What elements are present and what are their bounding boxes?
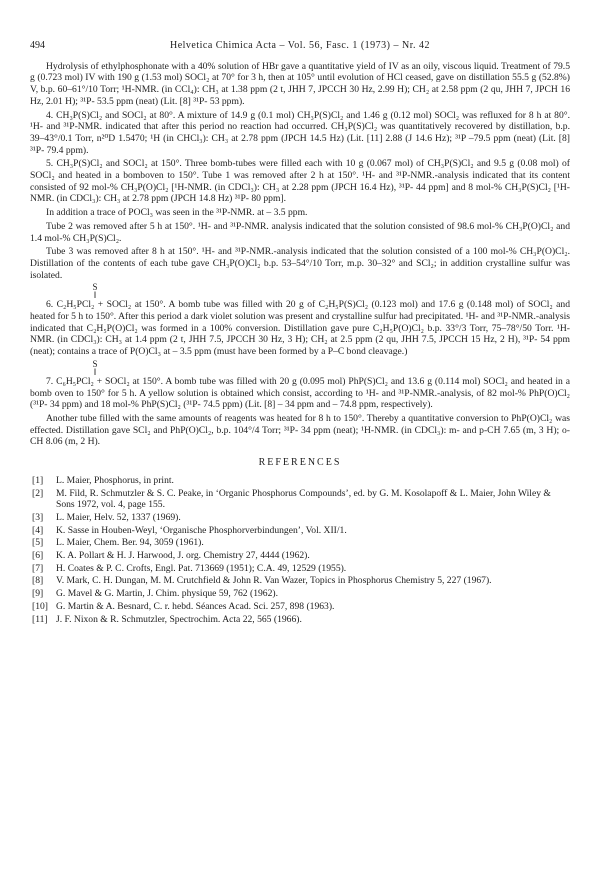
- reference-number: [3]: [32, 511, 44, 523]
- reference-text: J. F. Nixon & R. Schmutzler, Spectrochim. Acta 22, 565 (1966).: [56, 613, 302, 625]
- reference-number: [7]: [32, 562, 44, 574]
- reference-item: [32, 525, 570, 537]
- paragraph-exp7: 7. C₆H₅PCl₂ + SOCl₂ at 150°. A bomb tube was filled with 20 g (0.095 mol) PhP(S)Cl₂ and 13.6 g (0.114 mol) SOCl₂ and heated in a bomb oven to 150° for 5 h. A yellow solution is obtained which consist, according to ¹H- and ³¹P-NMR.-analysis, of 82 mol-% PhP(O)Cl₂ (³¹P- 34 ppm) and 18 mol-% PhP(S)Cl₂ (³¹P- 74.5 ppm) (Lit. [8] – 34 ppm and – 74.8 ppm, respectively).: [30, 375, 570, 411]
- page-number: 494: [30, 40, 45, 51]
- reference-item: [32, 601, 570, 613]
- paragraph-tube3: Tube 3 was removed after 8 h at 150°. ¹H- and ³¹P-NMR.-analysis indicated that the solution consisted of a 100 mol-% CH₃P(O)Cl₂. Distillation of the contents of each tube gave CH₃P(O)Cl₂ b.p. 53–54°/10 Torr, m.p. 30–32° and SCl₂; in addition crystalline sulfur was isolated.: [30, 246, 570, 281]
- paragraph-exp4: 4. CH₃P(S)Cl₂ and SOCl₂ at 80°. A mixture of 14.9 g (0.1 mol) CH₃P(S)Cl₂ and 1.46 g (0.12 mol) SOCl₂ was refluxed for 8 h at 80°. ¹H- and ³¹P-NMR. indicated that after this period no reaction had occurred. CH₃P(S)Cl₂ was quantitatively recovered by distillation, b.p. 39–43°/0.1 Torr, n²⁰D 1.5470; ¹H (in CHCl₃): CH₃ at 2.78 ppm (JPCH 14.5 Hz) (Lit. [11] 2.88 (J 14.6 Hz); ³¹P –79.5 ppm (neat) (Lit. [8] ³¹P- 79.4 ppm).: [30, 109, 570, 156]
- reference-number: [1]: [32, 474, 44, 486]
- journal-title: Helvetica Chimica Acta – Vol. 56, Fasc. 1 (1973) – Nr. 42: [169, 40, 431, 51]
- reference-text: M. Fild, R. Schmutzler & S. C. Peake, in ‘Organic Phosphorus Compounds’, ed. by G. M. Kosolapoff & L. Maier, John Wiley & Sons 1972, vol. 4, page 155.: [56, 487, 551, 511]
- reference-item: [32, 563, 570, 575]
- reference-text: K. Sasse in Houben-Weyl, ‘Organische Phosphorverbindungen’, Vol. XII/1.: [56, 524, 347, 536]
- reference-item: [32, 614, 570, 626]
- reference-number: [4]: [32, 524, 44, 536]
- reference-text: L. Maier, Helv. 52, 1337 (1969).: [56, 511, 181, 523]
- reference-text: G. Mavel & G. Martin, J. Chim. physique 59, 762 (1962).: [56, 588, 278, 600]
- reference-text: K. A. Pollart & H. J. Harwood, J. org. Chemistry 27, 4444 (1962).: [56, 550, 310, 562]
- paragraph-hydrolysis: Hydrolysis of ethylphosphonate with a 40% solution of HBr gave a quantitative yield of IV as an oily, viscous liquid. Treatment of 79.5 g (0.723 mol) IV with 190 g (1.53 mol) SOCl₂ at 70° for 3 h, then at 105° until evolution of HCl ceased, gave on distillation 55.5 g (52.8%) V, b.p. 60–61°/10 Torr; ¹H-NMR. (in CCl₄): CH₃ at 1.38 ppm (2 t, JHH 7, JPCCH 30 Hz, 2.99 H); CH₂ at 2.58 ppm (2 qu, JHH 7, JPCH 16 Hz, 2.01 H); ³¹P- 53.5 ppm (neat) (Lit. [8] ³¹P- 53 ppm).: [30, 60, 570, 107]
- reference-number: [2]: [32, 487, 44, 499]
- reference-item: [32, 550, 570, 562]
- reference-text: L. Maier, Phosphorus, in print.: [56, 474, 174, 486]
- reference-item: [32, 575, 570, 587]
- reference-text: V. Mark, C. H. Dungan, M. M. Crutchfield & John R. Van Wazer, Topics in Phosphorus Chemistry 5, 227 (1967).: [56, 575, 492, 587]
- paragraph-trace: In addition a trace of POCl₃ was seen in the ³¹P-NMR. at – 3.5 ppm.: [46, 207, 308, 219]
- sulfur-marker-7: S ‖: [92, 358, 98, 377]
- paragraph-tube2: Tube 2 was removed after 5 h at 150°. ¹H- and ³¹P-NMR. analysis indicated that the solution consisted of 98.6 mol-% CH₃P(O)Cl₂ and 1.4 mol-% CH₃P(S)Cl₂.: [30, 220, 570, 244]
- references-list: [32, 475, 570, 625]
- reference-text: L. Maier, Chem. Ber. 94, 3059 (1961).: [56, 537, 204, 549]
- reference-item: [32, 475, 570, 487]
- paragraph-exp6: 6. C₂H₅PCl₂ + SOCl₂ at 150°. A bomb tube was filled with 20 g of C₂H₅P(S)Cl₂ (0.123 mol) and 17.6 g (0.148 mol) of SOCl₂ and heated for 5 h to 150°. After this period a dark violet solution was present and crystalline sulfur had precipitated. ¹H- and ³¹P-NMR.-analysis indicated that C₂H₅P(O)Cl₂ was formed in a 100% conversion. Distillation gave pure C₂H₅P(O)Cl₂ b.p. 33°/3 Torr, 75–78°/50 Torr. ¹H-NMR. (in CDCl₃): CH₃ at 1.4 ppm (2 t, JHH 7.5, JPCCH 30 Hz, 3 H); CH₂ at 2.5 ppm (2 qu, JHH 7.5, JPCCH 15 Hz, 2 H), ³¹P- 54 ppm (neat); contains a trace of P(O)Cl₃ at – 3.5 ppm (must have been formed by a P–C bond cleavage.): [30, 299, 570, 358]
- references-heading: REFERENCES: [258, 457, 342, 469]
- reference-item: [32, 512, 570, 524]
- reference-number: [6]: [32, 550, 44, 562]
- reference-item: [32, 588, 570, 600]
- reference-number: [10]: [32, 600, 48, 612]
- reference-number: [11]: [32, 613, 48, 625]
- reference-number: [8]: [32, 575, 44, 587]
- reference-item: [32, 537, 570, 549]
- paragraph-exp5: 5. CH₃P(S)Cl₂ and SOCl₂ at 150°. Three bomb-tubes were filled each with 10 g (0.067 mol) of CH₃P(S)Cl₂ and 9.5 g (0.08 mol) of SOCl₂ and heated in a bomboven to 150°. Tube 1 was removed after 2 h at 150°. ¹H- and ³¹P-NMR.-analysis indicated that its content consisted of 92 mol-% CH₃P(O)Cl₂ [¹H-NMR. (in CDCl₃): CH₃ at 2.28 ppm (JPCH 16.4 Hz), ³¹P- 44 ppm] and 8 mol-% CH₃P(S)Cl₂ [¹H-NMR. (in CDCl₃): CH₃ at 2.78 ppm (JPCH 14.8 Hz) ³¹P- 80 ppm].: [30, 158, 570, 205]
- sulfur-marker-6: S ‖: [92, 282, 98, 301]
- reference-text: H. Coates & P. C. Crofts, Engl. Pat. 713669 (1951); C.A. 49, 12529 (1955).: [56, 562, 347, 574]
- paragraph-another-tube: Another tube filled with the same amounts of reagents was heated for 8 h to 150°. Thereby a quantitative conversion to PhP(O)Cl₂ was effected. Distillation gave SCl₂ and PhP(O)Cl₂, b.p. 104°/4 Torr; ³¹P- 34 ppm (neat); ¹H-NMR. (in CDCl₃): m- and p-CH 7.65 (m, 3 H); o-CH 8.06 (m, 2 H).: [30, 412, 570, 448]
- reference-number: [9]: [32, 588, 44, 600]
- reference-text: G. Martin & A. Besnard, C. r. hebd. Séances Acad. Sci. 257, 898 (1963).: [56, 600, 335, 612]
- reference-number: [5]: [32, 537, 44, 549]
- reference-item: [32, 488, 570, 511]
- paper-page: [30, 40, 570, 626]
- running-header: [30, 40, 570, 52]
